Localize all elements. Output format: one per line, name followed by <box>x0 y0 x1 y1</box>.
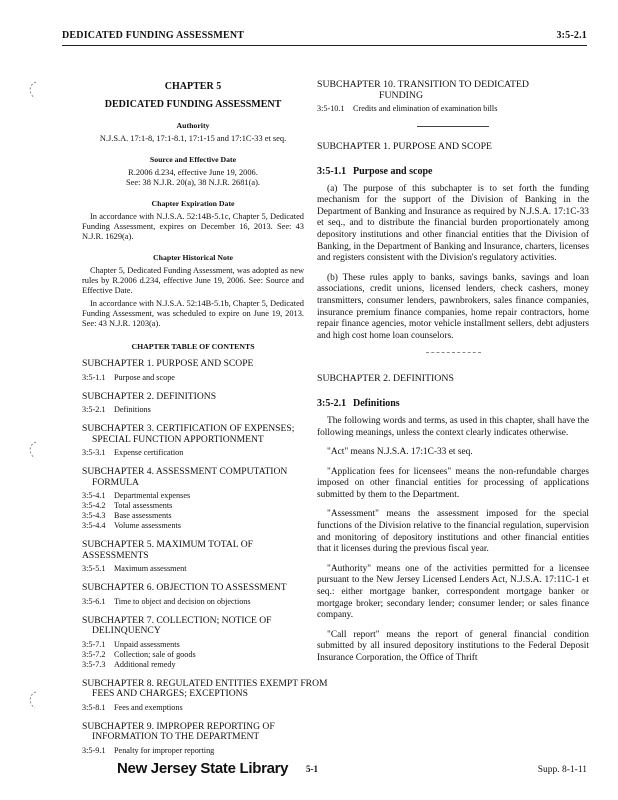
toc-subchapter: SUBCHAPTER 6. OBJECTION TO ASSESSMENT <box>82 582 287 593</box>
source-heading: Source and Effective Date <box>149 155 237 164</box>
toc-entry-title: Total assessments <box>114 501 173 510</box>
toc-entry-number: 3:5-8.1 <box>82 702 106 712</box>
toc-entry-number: 3:5-2.1 <box>82 405 106 414</box>
toc-entry-title: Time to object and decision on objections <box>114 596 251 606</box>
toc-subchapter-line: SUBCHAPTER 10. TRANSITION TO DEDICATED <box>317 79 530 90</box>
toc-subchapter <box>82 467 304 488</box>
toc-entry-title: Penalty for improper reporting <box>114 745 215 755</box>
body-paragraph: The following words and terms, as used in this chapter, shall have the following meanings, unless the context clearly indicates otherwise. <box>317 415 589 438</box>
toc-entry-number: 3:5-10.1 <box>317 104 345 113</box>
toc-entry <box>82 448 304 458</box>
authority-heading: Authority <box>176 121 210 130</box>
toc-subchapter-line: SUBCHAPTER 9. IMPROPER REPORTING OF <box>82 720 275 732</box>
toc-subchapter: SUBCHAPTER 2. DEFINITIONS <box>82 390 217 402</box>
toc-entry-title: Volume assessments <box>114 521 181 530</box>
authority-text: N.J.S.A. 17:1-8, 17:1-8.1, 17:1-15 and 17:1C-33 et seq. <box>99 134 287 143</box>
supplement-date: Supp. 8-1-11 <box>537 765 587 775</box>
toc-subchapter-line: SUBCHAPTER 8. REGULATED ENTITIES EXEMPT FROM <box>82 677 328 689</box>
toc-subchapter-line: SUBCHAPTER 7. COLLECTION; NOTICE OF <box>82 614 272 626</box>
right-column <box>317 79 589 665</box>
toc-entry-number: 3:5-3.1 <box>82 448 106 457</box>
toc-subchapter-line: INFORMATION TO THE DEPARTMENT <box>92 731 260 742</box>
toc-entry-title: Definitions <box>114 405 151 414</box>
toc-entry <box>82 501 304 511</box>
section-number: 3:5-1.1 <box>317 166 347 177</box>
toc-subchapter-line: FEES AND CHARGES; EXCEPTIONS <box>92 688 248 699</box>
binder-hole-mark <box>26 690 42 710</box>
library-watermark: New Jersey State Library <box>117 760 289 777</box>
section-title: Definitions <box>353 398 400 410</box>
toc-entry-number: 3:5-7.1 <box>82 639 106 649</box>
toc-entry-title: Collection; sale of goods <box>114 649 196 659</box>
running-header <box>62 30 587 41</box>
toc-entry-number: 3:5-6.1 <box>82 596 106 606</box>
section-title: Purpose and scope <box>353 166 433 177</box>
separator-rule <box>417 126 489 127</box>
toc-entry <box>317 104 589 114</box>
toc-subchapter <box>317 79 589 101</box>
left-column <box>82 81 328 756</box>
section-heading <box>317 166 589 178</box>
toc-subchapter-line: FUNDING <box>379 90 424 101</box>
toc-entry-title: Fees and exemptions <box>114 702 183 712</box>
header-rule <box>62 45 587 46</box>
toc-entry-number: 3:5-4.3 <box>82 511 106 520</box>
toc-heading: CHAPTER TABLE OF CONTENTS <box>131 342 255 351</box>
chapter-number: CHAPTER 5 <box>164 81 222 92</box>
toc-subchapter <box>82 424 304 445</box>
toc-entry-number: 3:5-7.3 <box>82 659 106 669</box>
toc-entry <box>82 511 304 521</box>
toc-entry-number: 3:5-4.2 <box>82 501 106 510</box>
toc-entry <box>82 640 304 650</box>
toc-entry-number: 3:5-9.1 <box>82 745 106 755</box>
history-text: Chapter 5, Dedicated Funding Assessment, was adopted as new rules by R.2006 d.234, effective June 19, 2006. See: Source and Effective Date. <box>82 266 304 295</box>
toc-subchapter: SUBCHAPTER 1. PURPOSE AND SCOPE <box>82 358 254 369</box>
toc-entry <box>82 597 304 607</box>
toc-entry-title: Maximum assessment <box>114 564 187 573</box>
toc-entry-number: 3:5-7.2 <box>82 649 106 659</box>
toc-entry-number: 3:5-5.1 <box>82 564 106 573</box>
toc-subchapter-line: SPECIAL FUNCTION APPORTIONMENT <box>92 433 264 445</box>
expiration-heading: Chapter Expiration Date <box>151 199 235 208</box>
chapter-title: DEDICATED FUNDING ASSESSMENT <box>104 99 282 110</box>
binder-hole-mark <box>26 80 42 100</box>
toc-entry-title: Unpaid assessments <box>114 639 180 649</box>
toc-entry <box>82 650 304 660</box>
header-section: 3:5-2.1 <box>556 30 587 41</box>
toc-subchapter <box>82 616 304 637</box>
source-text: R.2006 d.234, effective June 19, 2006. <box>128 168 258 177</box>
history-text: In accordance with N.J.S.A. 52:14B-5.1b, Chapter 5, Dedicated Funding Assessment, was scheduled to expire on June 19, 2013. See: 43 N.J.R. 1203(a). <box>82 299 304 328</box>
toc-subchapter <box>82 677 328 700</box>
toc-entry <box>82 521 304 531</box>
toc-entry <box>82 405 304 415</box>
toc-entry <box>82 564 304 574</box>
section-heading <box>317 398 589 410</box>
toc-entry-title: Departmental expenses <box>114 491 191 500</box>
subchapter-heading: SUBCHAPTER 1. PURPOSE AND SCOPE <box>317 141 493 152</box>
section-number: 3:5-2.1 <box>317 398 347 410</box>
separator-rule <box>426 352 481 353</box>
toc-entry-title: Purpose and scope <box>114 372 175 382</box>
toc-entry-title: Expense certification <box>114 448 184 457</box>
toc-entry <box>82 703 304 713</box>
toc-entry-title: Base assessments <box>114 511 172 520</box>
toc-entry-number: 3:5-4.1 <box>82 491 106 500</box>
definition-paragraph: "Application fees for licensees" means the non-refundable charges imposed on other financial entities for processing of applications submitted by them to the Department. <box>317 466 589 500</box>
toc-entry <box>82 660 304 670</box>
binder-hole-mark <box>26 440 42 460</box>
body-paragraph: (a) The purpose of this subchapter is to set forth the funding mechanism for the support of the Division of Banking in the Department of Banking and Insurance as required by N.J.S.A. 17:1C-33 et seq., and to distribute the financial burden proportionately among depository institutions and other financial entities that the Division of Banking, in the Department of Banking and Insurance, charters, licenses and registers consistent with the Division's regulatory activities. <box>317 183 589 264</box>
definition-paragraph: "Call report" means the report of general financial condition submitted by all insured depository institutions to the Federal Deposit Insurance Corporation, the Office of Thrift <box>317 629 589 663</box>
toc-entry-title: Credits and elimination of examination bills <box>353 104 498 113</box>
toc-entry <box>82 491 304 501</box>
toc-subchapter-line: DELINQUENCY <box>92 625 161 636</box>
subchapter-heading: SUBCHAPTER 2. DEFINITIONS <box>317 373 454 385</box>
toc-subchapter-line: FORMULA <box>92 476 139 488</box>
header-title: DEDICATED FUNDING ASSESSMENT <box>62 30 245 41</box>
definition-paragraph: "Act" means N.J.S.A. 17:1C-33 et seq. <box>327 447 473 458</box>
page-number: 5-1 <box>306 764 318 774</box>
toc-subchapter: SUBCHAPTER 5. MAXIMUM TOTAL OF ASSESSMENTS <box>82 539 253 561</box>
toc-entry-number: 3:5-4.4 <box>82 521 106 530</box>
expiration-text: In accordance with N.J.S.A. 52:14B-5.1c, Chapter 5, Dedicated Funding Assessment, expires on December 16, 2013. See: 43 N.J.R. 1629(a). <box>82 212 304 241</box>
definition-paragraph: "Authority" means one of the activities permitted for a licensee pursuant to the New Jersey Licensed Lenders Act, N.J.S.A. 17:11C-1 et seq.: either mortgage banker, correspondent mortgage banker or mortgage broker; secondary lender; consumer lender; or sales finance company. <box>317 563 589 621</box>
definition-paragraph: "Assessment" means the assessment imposed for the special functions of the Division relative to the financial regulation, supervision and monitoring of depository institutions and other financial entities that it licenses during the previous fiscal year. <box>317 509 589 555</box>
toc-entry-title: Additional remedy <box>114 659 176 669</box>
toc-subchapter-line: SUBCHAPTER 4. ASSESSMENT COMPUTATION <box>82 466 288 477</box>
toc-subchapter <box>82 722 304 743</box>
source-text: See: 38 N.J.R. 20(a), 38 N.J.R. 2681(a). <box>126 178 260 187</box>
toc-entry <box>82 746 304 756</box>
toc-entry <box>82 373 304 383</box>
history-heading: Chapter Historical Note <box>153 253 233 262</box>
toc-subchapter-line: SUBCHAPTER 3. CERTIFICATION OF EXPENSES; <box>82 423 295 434</box>
body-paragraph: (b) These rules apply to banks, savings banks, savings and loan associations, credit unions, licensed lenders, check cashers, money transmitters, consumer lenders, pawnbrokers, sales finance companies, insurance premium finance companies, home repair contractors, home repair finance agencies, motor vehicle installment sellers, debt adjusters and high cost home loan counselors. <box>317 272 589 341</box>
toc-entry-number: 3:5-1.1 <box>82 372 106 382</box>
